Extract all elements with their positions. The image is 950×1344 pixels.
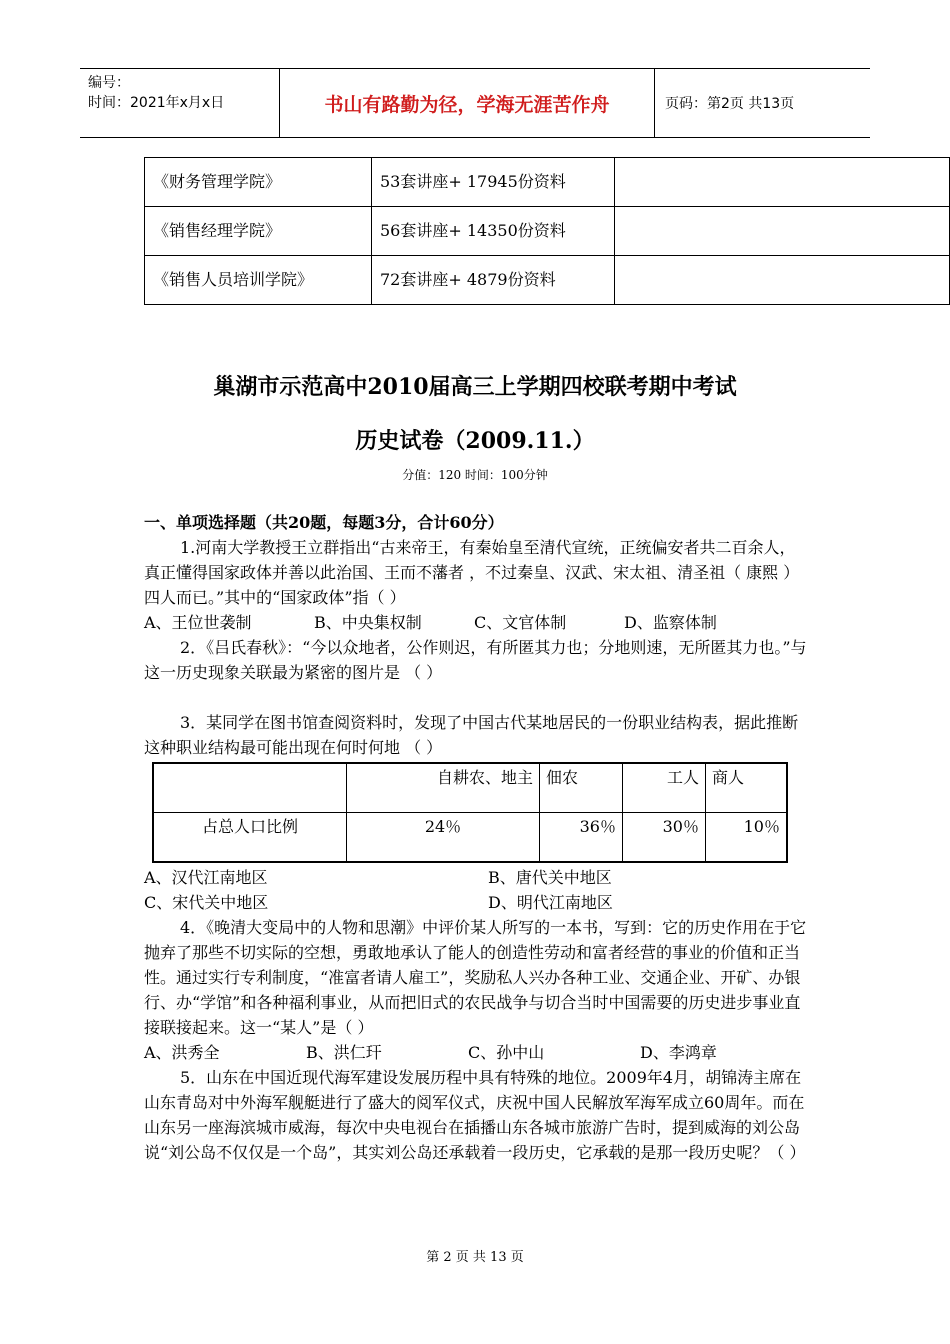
page-footer: 第 2 页 共 13 页 bbox=[426, 1250, 524, 1265]
table-row bbox=[145, 207, 950, 256]
table-row bbox=[145, 158, 950, 207]
question-2: 2．《吕氏春秋》：“今以众地者，公作则迟，有所匿其力也；分地则速，无所匿其力也。”与这一历史现象关联最为紧密的图片是 （ ） bbox=[144, 638, 807, 682]
question-1-options bbox=[144, 610, 808, 635]
section-heading: 一、单项选择题（共20题，每题3分，合计60分） bbox=[144, 513, 504, 532]
page-header bbox=[80, 68, 870, 138]
table-cell: 36％ bbox=[540, 813, 623, 863]
occupation-table bbox=[152, 762, 788, 863]
resource-table bbox=[144, 157, 950, 305]
table-cell bbox=[153, 763, 347, 813]
option: D、监察体制 bbox=[624, 613, 717, 632]
question-4: 4．《晚清大变局中的人物和思潮》中评价某人所写的一本书，写到：它的历史作用在于它抛弃了那些不切实际的空想，勇敢地承认了能人的创造性劳动和富者经营的事业的价值和正当性。通过实行专利制度，“准富者请人雇工”，奖励私人兴办各种工业、交通企业、开矿、办银行、办“学馆”和各种福利事业，从而把旧式的农民战争与切合当时中国需要的历史进步事业直接联接起来。这一“某人”是（ ） bbox=[144, 918, 807, 1037]
option: A、洪秀全 bbox=[144, 1043, 220, 1062]
option: A、汉代江南地区 bbox=[144, 868, 268, 887]
table-row bbox=[153, 813, 787, 863]
table-cell bbox=[615, 256, 950, 305]
question-3: 3．某同学在图书馆查阅资料时，发现了中国古代某地居民的一份职业结构表，据此推断这种职业结构最可能出现在何时何地 （ ） bbox=[144, 713, 799, 757]
exam-title: 巢湖市示范高中2010届高三上学期四校联考期中考试 bbox=[213, 374, 737, 400]
spacer bbox=[144, 685, 808, 710]
table-cell bbox=[615, 158, 950, 207]
table-cell: 24％ bbox=[347, 813, 540, 863]
option: C、宋代关中地区 bbox=[144, 893, 269, 912]
question-3-options-row1 bbox=[144, 865, 808, 890]
table-cell: 30％ bbox=[623, 813, 706, 863]
serial-label: 编号： bbox=[88, 75, 130, 91]
table-cell: 工人 bbox=[623, 763, 706, 813]
question-5: 5．山东在中国近现代海军建设发展历程中具有特殊的地位。2009年4月，胡锦涛主席在山东青岛对中外海军舰艇进行了盛大的阅军仪式，庆祝中国人民解放军海军成立60周年。而在山东另一座海滨城市威海，每次中央电视台在插播山东各城市旅游广告时，提到威海的刘公岛说“刘公岛不仅仅是一个岛”，其实刘公岛还承载着一段历史，它承载的是那一段历史呢？（ ） bbox=[144, 1068, 806, 1162]
table-cell: 商人 bbox=[706, 763, 788, 813]
table-cell: 《财务管理学院》 bbox=[145, 158, 372, 207]
question-4-options bbox=[144, 1040, 808, 1065]
question-3-options-row2 bbox=[144, 890, 808, 915]
table-row bbox=[145, 256, 950, 305]
table-cell: 自耕农、地主 bbox=[347, 763, 540, 813]
option: D、明代江南地区 bbox=[488, 893, 613, 912]
table-cell: 72套讲座+ 4879份资料 bbox=[372, 256, 615, 305]
header-page-info: 页码：第2页 共13页 bbox=[665, 96, 795, 112]
header-meta bbox=[80, 69, 280, 137]
option: C、孙中山 bbox=[468, 1043, 545, 1062]
time-label: 时间：2021年x月x日 bbox=[88, 95, 225, 111]
exam-body bbox=[144, 510, 808, 1165]
table-cell: 佃农 bbox=[540, 763, 623, 813]
option: A、王位世袭制 bbox=[144, 613, 252, 632]
table-row bbox=[153, 763, 787, 813]
header-motto: 书山有路勤为径，学海无涯苦作舟 bbox=[280, 69, 655, 137]
exam-subtitle: 历史试卷（2009.11.） bbox=[355, 428, 595, 454]
option: C、文官体制 bbox=[474, 613, 567, 632]
table-cell: 《销售经理学院》 bbox=[145, 207, 372, 256]
option: D、李鸿章 bbox=[640, 1043, 717, 1062]
table-cell bbox=[615, 207, 950, 256]
table-cell: 56套讲座+ 14350份资料 bbox=[372, 207, 615, 256]
score-line: 分值：120 时间：100分钟 bbox=[402, 468, 548, 482]
option: B、中央集权制 bbox=[314, 613, 422, 632]
question-1: 1.河南大学教授王立群指出“古来帝王，有秦始皇至清代宣统，正统偏安者共二百余人，真正懂得国家政体并善以此治国、王而不藩者 ，不过秦皇、汉武、宋太祖、清圣祖（ 康熙 ）四人而已。”其中的“国家政体”指（ ） bbox=[144, 538, 800, 607]
table-cell: 《销售人员培训学院》 bbox=[145, 256, 372, 305]
option: B、洪仁玕 bbox=[306, 1043, 382, 1062]
table-cell: 占总人口比例 bbox=[153, 813, 347, 863]
table-cell: 53套讲座+ 17945份资料 bbox=[372, 158, 615, 207]
table-cell: 10％ bbox=[706, 813, 788, 863]
option: B、唐代关中地区 bbox=[488, 868, 612, 887]
